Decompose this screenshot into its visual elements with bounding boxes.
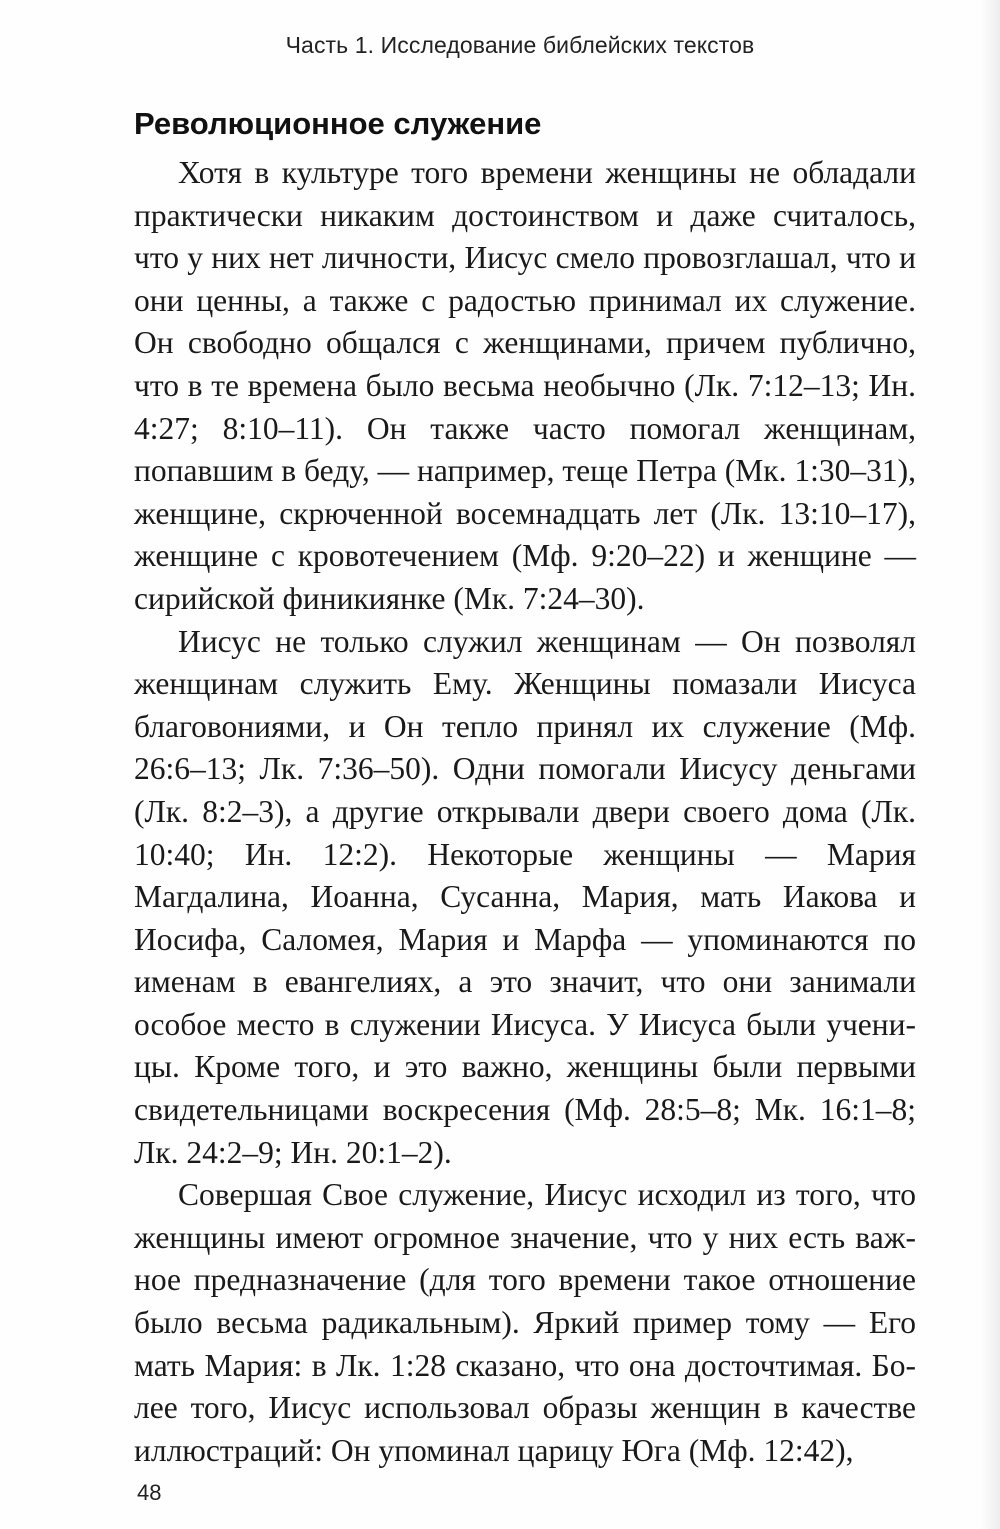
body-text (134, 152, 916, 1472)
page-number: 48 (137, 1480, 162, 1505)
paragraph-1: Хотя в культуре того времени женщины не обладали практически никаким достоинством и даже считалось, что у них нет личности, Иисус смело провозглашал, что и они ценны, а также с радостью принимал их служение. Он свободно общался с женщинами, причем публично, что в те времена было весьма необычно (Лк. 7:12–13; Ин. 4:27; 8:10–11). Он также часто помогал женщинам, попавшим в беду, — например, теще Петра (Мк. 1:30–31), женщине, скрюченной восемнадцать лет (Лк. 13:10–17), женщине с кровотечением (Мф. 9:20–22) и женщине — сирийской финикиянке (Мк. 7:24–30). (134, 155, 916, 616)
page-edge-shadow (980, 0, 1000, 1529)
paragraph-3: Совершая Свое служение, Иисус исходил из того, что женщины имеют огромное значение, что у них есть важное предназначение (для того времени такое отношение было весьма радикальным). Яркий пример тому — Его мать Мария: в Лк. 1:28 сказано, что она досточтимая. Более того, Иисус использовал образы женщин в качестве иллюстраций: Он упоминал царицу Юга (Мф. 12:42), (134, 1177, 916, 1468)
section-title: Революционное служение (134, 106, 542, 141)
paragraph-2: Иисус не только служил женщинам — Он позволял женщинам служить Ему. Женщины помазали Иисуса благовониями, и Он тепло принял их служение (Мф. 26:6–13; Лк. 7:36–50). Одни помогали Иисусу деньгами (Лк. 8:2–3), а другие открывали двери своего дома (Лк. 10:40; Ин. 12:2). Некоторые женщины — Мария Магдалина, Иоанна, Сусанна, Мария, мать Иакова и Иосифа, Саломея, Мария и Марфа — упоминаются по именам в евангелиях, а это значит, что они занимали особое место в служении Иисуса. У Иисуса были ученицы. Кроме того, и это важно, женщины были первыми свидетельницами воскресения (Мф. 28:5–8; Мк. 16:1–8; Лк. 24:2–9; Ин. 20:1–2). (134, 623, 916, 1170)
running-head: Часть 1. Исследование библейских текстов (285, 32, 755, 58)
